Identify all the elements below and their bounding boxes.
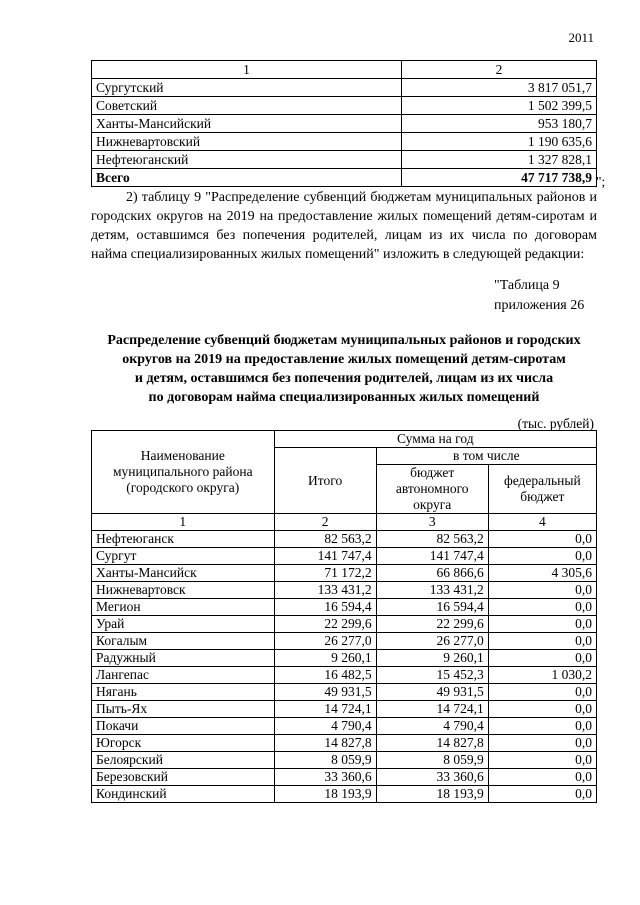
table-row: [92, 752, 597, 769]
table-title: [70, 331, 618, 407]
auto-budget-value: 4 790,4: [376, 718, 488, 735]
header-total: Итого: [274, 448, 376, 514]
header-row: [92, 431, 597, 448]
table-row: [92, 599, 597, 616]
total-value: 141 747,4: [274, 548, 376, 565]
table-row: [92, 548, 597, 565]
municipality-name: Мегион: [92, 599, 275, 616]
federal-budget-value: 0,0: [488, 531, 596, 548]
title-line: и детям, оставшимся без попечения родителей, лицам из их числа: [134, 371, 554, 386]
municipality-name: Югорск: [92, 735, 275, 752]
table-row: [92, 718, 597, 735]
table-row: [92, 701, 597, 718]
total-value: 14 724,1: [274, 701, 376, 718]
column-number: 2: [274, 514, 376, 531]
federal-budget-value: 0,0: [488, 616, 596, 633]
municipality-name: Радужный: [92, 650, 275, 667]
header-name-line: муниципального района: [112, 464, 253, 479]
district-name: Нижневартовский: [92, 133, 402, 151]
total-value: 16 482,5: [274, 667, 376, 684]
table-row: [92, 616, 597, 633]
title-line: Распределение субвенций бюджетам муниципальных районов и городских: [107, 333, 581, 348]
table-row: [92, 133, 597, 151]
auto-budget-value: 14 724,1: [376, 701, 488, 718]
district-value: 1 502 399,5: [402, 97, 597, 115]
municipality-name: Березовский: [92, 769, 275, 786]
municipality-name: Лангепас: [92, 667, 275, 684]
total-value: 18 193,9: [274, 786, 376, 803]
municipality-name: Покачи: [92, 718, 275, 735]
municipality-name: Урай: [92, 616, 275, 633]
municipality-name: Кондинский: [92, 786, 275, 803]
federal-budget-value: 1 030,2: [488, 667, 596, 684]
table-row: [92, 151, 597, 169]
table-label: [494, 276, 584, 316]
municipality-name: Сургут: [92, 548, 275, 565]
federal-budget-value: 4 305,6: [488, 565, 596, 582]
total-value: 14 827,8: [274, 735, 376, 752]
federal-budget-value: 0,0: [488, 718, 596, 735]
total-value: 33 360,6: [274, 769, 376, 786]
total-value: 49 931,5: [274, 684, 376, 701]
federal-budget-value: 0,0: [488, 735, 596, 752]
district-name: Нефтеюганский: [92, 151, 402, 169]
subsidy-table-continued: [91, 60, 597, 187]
auto-budget-value: 26 277,0: [376, 633, 488, 650]
table-row: [92, 115, 597, 133]
distribution-table-body: [92, 531, 597, 803]
table-row: [92, 684, 597, 701]
table-row: [92, 531, 597, 548]
federal-budget-value: 0,0: [488, 701, 596, 718]
column-number: 1: [92, 514, 275, 531]
total-value: 4 790,4: [274, 718, 376, 735]
table-row: [92, 786, 597, 803]
header-federal-budget: [488, 465, 596, 514]
column-number: 4: [488, 514, 596, 531]
auto-budget-value: 133 431,2: [376, 582, 488, 599]
total-value: 26 277,0: [274, 633, 376, 650]
federal-budget-value: 0,0: [488, 633, 596, 650]
header-auto-budget: [376, 465, 488, 514]
federal-budget-value: 0,0: [488, 752, 596, 769]
auto-budget-value: 14 827,8: [376, 735, 488, 752]
title-line: округов на 2019 на предоставление жилых помещений детям-сиротам: [122, 352, 566, 367]
header-auto-line: автономного: [395, 481, 469, 496]
column-numbers-row: [92, 514, 597, 531]
district-value: 953 180,7: [402, 115, 597, 133]
column-number: 3: [376, 514, 488, 531]
table-label-line: "Таблица 9: [494, 278, 560, 293]
total-value: 71 172,2: [274, 565, 376, 582]
total-value: 82 563,2: [274, 531, 376, 548]
federal-budget-value: 0,0: [488, 684, 596, 701]
district-value: 3 817 051,7: [402, 79, 597, 97]
units-label: (тыс. рублей): [517, 416, 594, 431]
district-value: 1 190 635,6: [402, 133, 597, 151]
federal-budget-value: 0,0: [488, 582, 596, 599]
closing-quote: ";: [596, 174, 606, 189]
municipality-name: Нягань: [92, 684, 275, 701]
table-row: [92, 633, 597, 650]
auto-budget-value: 22 299,6: [376, 616, 488, 633]
amendment-paragraph: 2) таблицу 9 "Распределение субвенций бюджетам муниципальных районов и городских округов на 2019 на предоставление жилых помещений детям-сиротам и детям, оставшимся без попечения родителей, лицам из их числа по договорам найма специализированных жилых помещений" изложить в следующей редакции:: [91, 190, 597, 262]
page-number: 2011: [568, 30, 594, 45]
table-header-row: [92, 61, 597, 79]
header-fed-line: бюджет: [520, 489, 565, 504]
total-value: 9 260,1: [274, 650, 376, 667]
total-value: 22 299,6: [274, 616, 376, 633]
header-fed-line: федеральный: [504, 473, 581, 488]
total-label: Всего: [92, 169, 402, 187]
total-value: 133 431,2: [274, 582, 376, 599]
federal-budget-value: 0,0: [488, 769, 596, 786]
auto-budget-value: 82 563,2: [376, 531, 488, 548]
total-value: 47 717 738,9: [402, 169, 597, 187]
table-row: [92, 735, 597, 752]
table-row: [92, 565, 597, 582]
auto-budget-value: 16 594,4: [376, 599, 488, 616]
table-row: [92, 582, 597, 599]
auto-budget-value: 8 059,9: [376, 752, 488, 769]
auto-budget-value: 15 452,3: [376, 667, 488, 684]
federal-budget-value: 0,0: [488, 599, 596, 616]
header-name: [92, 431, 275, 514]
table-row: [92, 97, 597, 115]
municipality-name: Ханты-Мансийск: [92, 565, 275, 582]
header-auto-line: округа: [413, 497, 452, 512]
header-name-line: Наименование: [140, 448, 225, 463]
municipality-name: Когалым: [92, 633, 275, 650]
column-number-1: 1: [92, 61, 402, 79]
auto-budget-value: 66 866,6: [376, 565, 488, 582]
auto-budget-value: 9 260,1: [376, 650, 488, 667]
district-name: Ханты-Мансийский: [92, 115, 402, 133]
table-row: [92, 769, 597, 786]
auto-budget-value: 18 193,9: [376, 786, 488, 803]
header-auto-line: бюджет: [410, 465, 455, 480]
header-sum: Сумма на год: [274, 431, 596, 448]
district-value: 1 327 828,1: [402, 151, 597, 169]
municipality-name: Белоярский: [92, 752, 275, 769]
column-number-2: 2: [402, 61, 597, 79]
municipality-name: Пыть-Ях: [92, 701, 275, 718]
table-row: [92, 650, 597, 667]
total-row: [92, 169, 597, 187]
district-name: Сургутский: [92, 79, 402, 97]
table-row: [92, 667, 597, 684]
municipality-name: Нефтеюганск: [92, 531, 275, 548]
header-name-line: (городского округа): [126, 480, 240, 495]
auto-budget-value: 33 360,6: [376, 769, 488, 786]
district-name: Советский: [92, 97, 402, 115]
auto-budget-value: 49 931,5: [376, 684, 488, 701]
total-value: 16 594,4: [274, 599, 376, 616]
table-row: [92, 79, 597, 97]
header-including: в том числе: [376, 448, 596, 465]
distribution-table: [91, 430, 597, 803]
municipality-name: Нижневартовск: [92, 582, 275, 599]
auto-budget-value: 141 747,4: [376, 548, 488, 565]
federal-budget-value: 0,0: [488, 548, 596, 565]
title-line: по договорам найма специализированных жилых помещений: [148, 390, 540, 405]
federal-budget-value: 0,0: [488, 650, 596, 667]
total-value: 8 059,9: [274, 752, 376, 769]
federal-budget-value: 0,0: [488, 786, 596, 803]
table-label-line: приложения 26: [494, 298, 585, 313]
